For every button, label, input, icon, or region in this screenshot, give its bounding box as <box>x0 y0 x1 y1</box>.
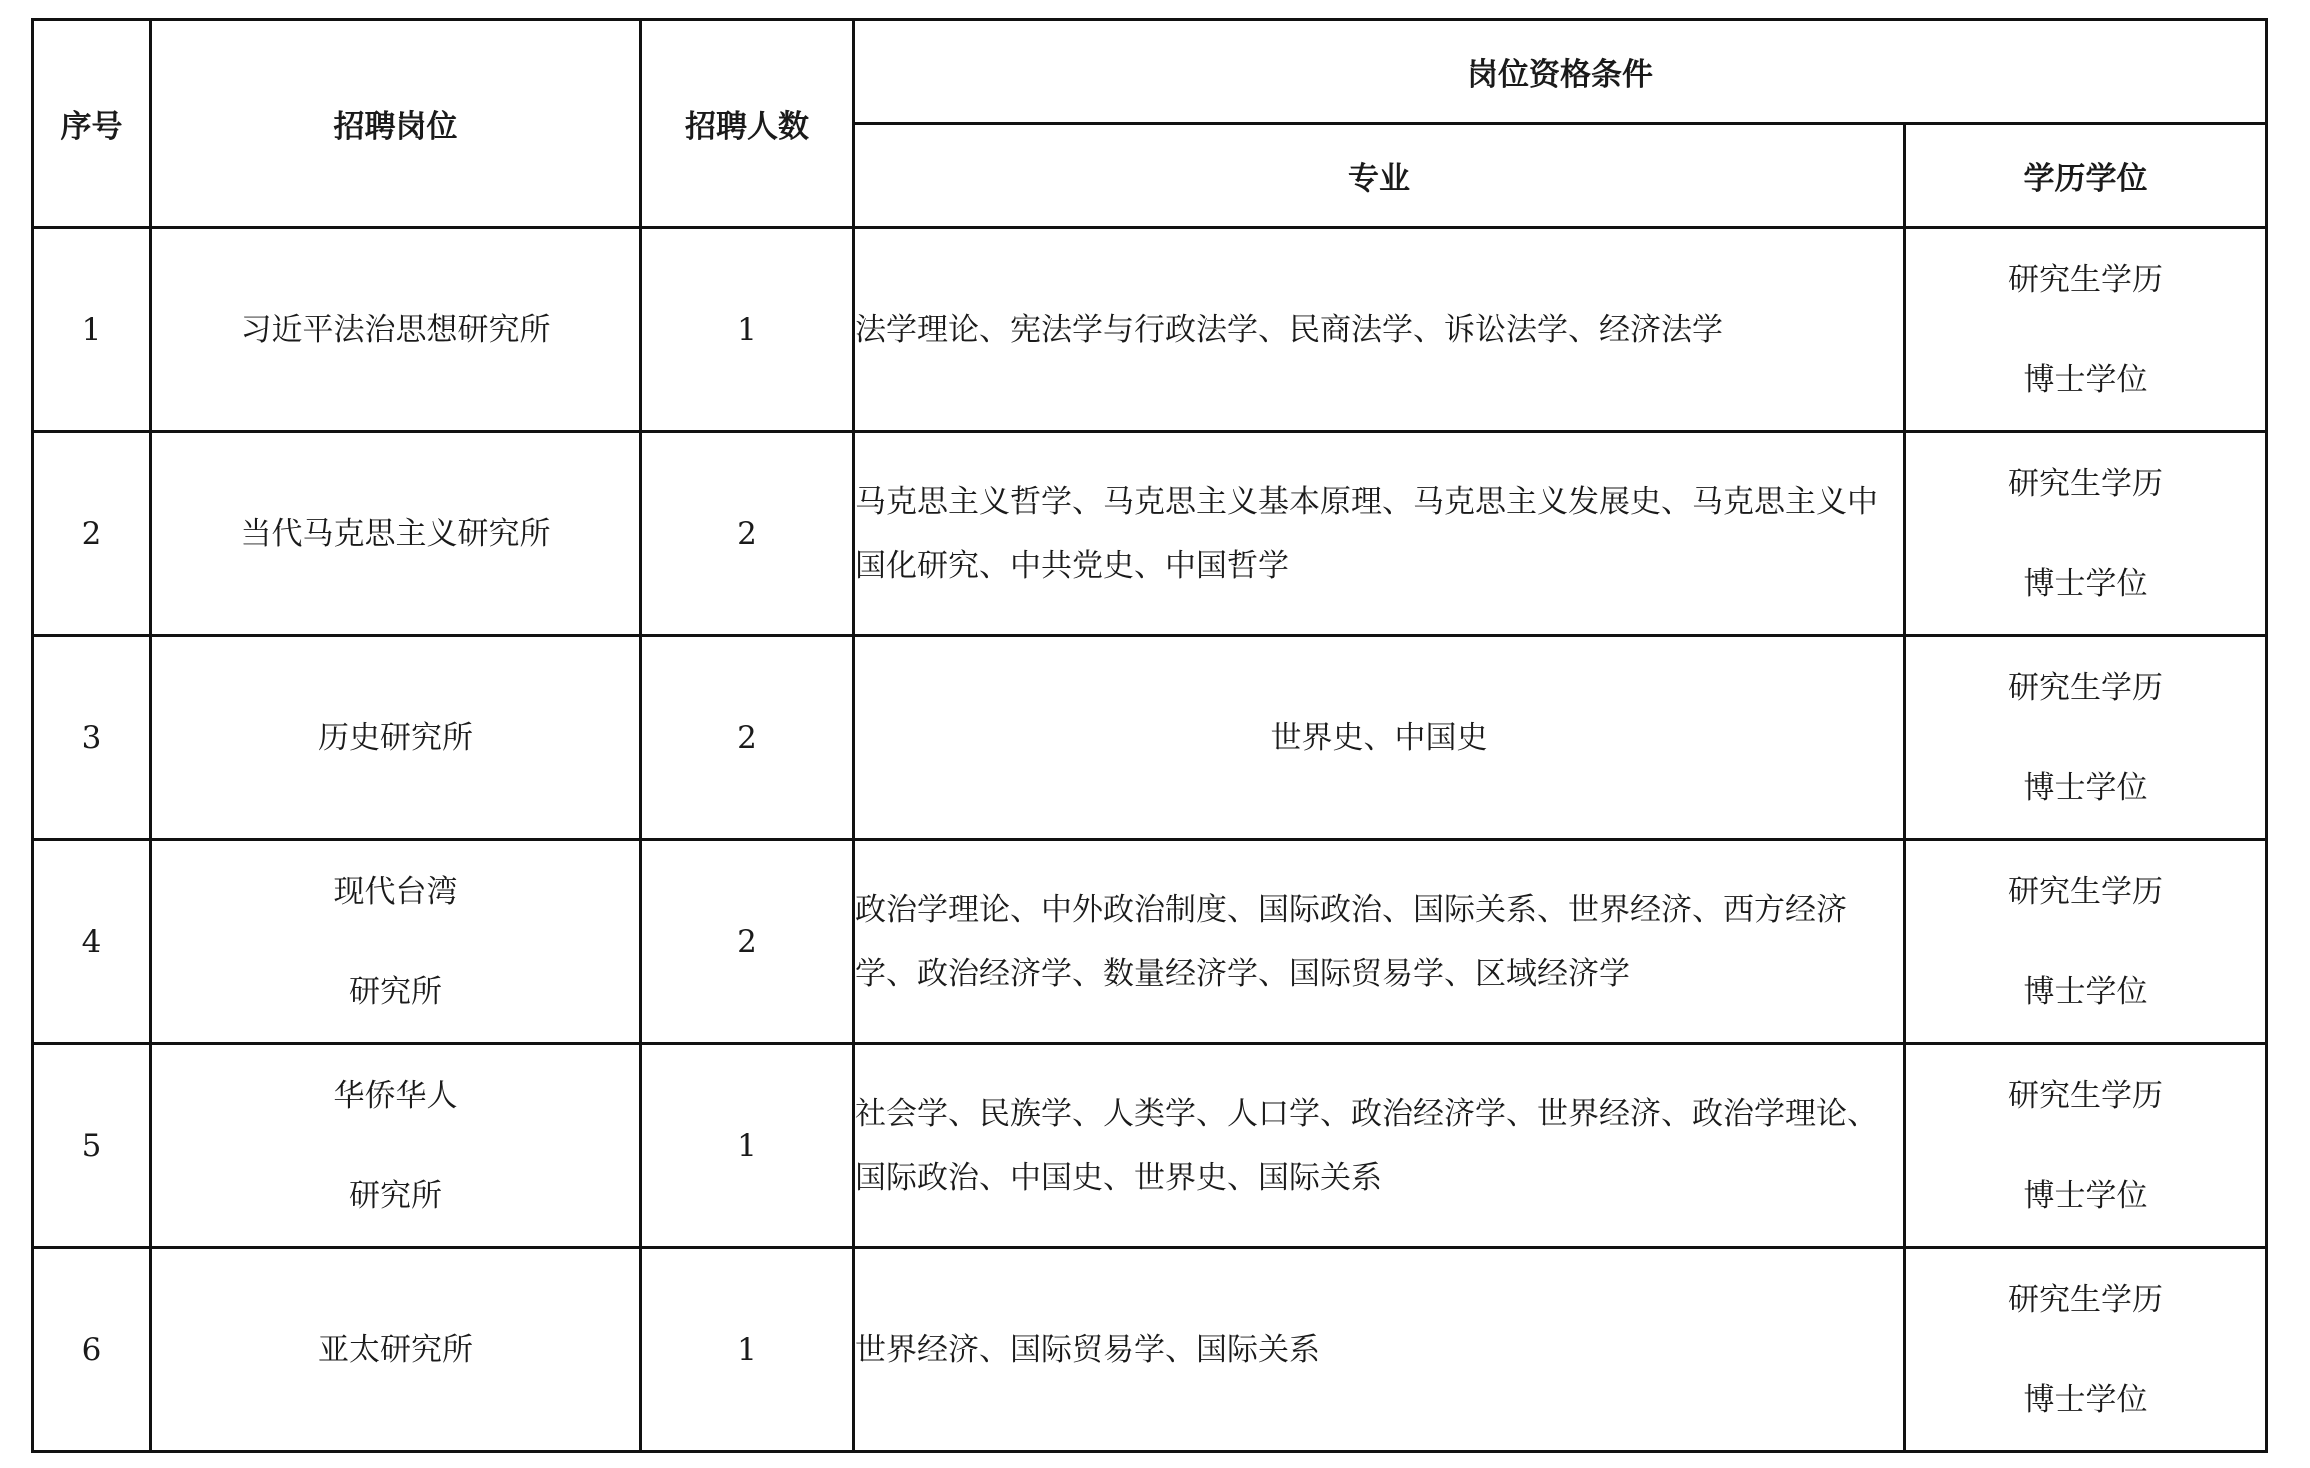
row-count: 2 <box>641 840 854 1044</box>
row-seq: 1 <box>33 228 151 432</box>
degree-text: 博士学位 <box>2023 1177 2148 1214</box>
degree-text: 博士学位 <box>2023 565 2148 602</box>
table-row <box>33 636 2267 840</box>
row-seq: 2 <box>33 432 151 636</box>
education-text: 研究生学历 <box>2008 1077 2163 1114</box>
degree-text: 博士学位 <box>2023 769 2148 806</box>
table-row <box>33 1248 2267 1452</box>
row-degree <box>1905 1044 2267 1248</box>
row-position <box>151 1044 641 1248</box>
header-seq: 序号 <box>33 20 151 228</box>
row-degree <box>1905 432 2267 636</box>
position-line: 研究所 <box>349 973 442 1010</box>
row-seq: 6 <box>33 1248 151 1452</box>
header-count: 招聘人数 <box>641 20 854 228</box>
position-line: 历史研究所 <box>318 719 473 756</box>
header-position: 招聘岗位 <box>151 20 641 228</box>
header-major: 专业 <box>854 124 1905 228</box>
position-line: 华侨华人 <box>333 1077 458 1114</box>
header-degree: 学历学位 <box>1905 124 2267 228</box>
row-count: 1 <box>641 228 854 432</box>
row-count: 2 <box>641 636 854 840</box>
position-line: 习近平法治思想研究所 <box>240 311 551 348</box>
row-degree <box>1905 636 2267 840</box>
row-major: 马克思主义哲学、马克思主义基本原理、马克思主义发展史、马克思主义中国化研究、中共党史、中国哲学 <box>854 432 1905 636</box>
table-row <box>33 228 2267 432</box>
row-seq: 4 <box>33 840 151 1044</box>
degree-text: 博士学位 <box>2023 361 2148 398</box>
degree-text: 博士学位 <box>2023 1381 2148 1418</box>
education-text: 研究生学历 <box>2008 669 2163 706</box>
row-major: 世界经济、国际贸易学、国际关系 <box>854 1248 1905 1452</box>
table-row <box>33 432 2267 636</box>
table-row <box>33 1044 2267 1248</box>
position-line: 亚太研究所 <box>318 1331 473 1368</box>
position-line: 研究所 <box>349 1177 442 1214</box>
row-seq: 3 <box>33 636 151 840</box>
row-count: 1 <box>641 1248 854 1452</box>
row-position <box>151 228 641 432</box>
degree-text: 博士学位 <box>2023 973 2148 1010</box>
education-text: 研究生学历 <box>2008 873 2163 910</box>
recruitment-table <box>31 18 2268 1453</box>
row-major: 政治学理论、中外政治制度、国际政治、国际关系、世界经济、西方经济学、政治经济学、数量经济学、国际贸易学、区域经济学 <box>854 840 1905 1044</box>
header-qualifications: 岗位资格条件 <box>854 20 2267 124</box>
row-degree <box>1905 228 2267 432</box>
position-line: 现代台湾 <box>333 873 458 910</box>
row-position <box>151 840 641 1044</box>
education-text: 研究生学历 <box>2008 261 2163 298</box>
header-row-top <box>33 20 2267 124</box>
row-degree <box>1905 840 2267 1044</box>
row-position <box>151 432 641 636</box>
education-text: 研究生学历 <box>2008 465 2163 502</box>
row-seq: 5 <box>33 1044 151 1248</box>
row-position <box>151 1248 641 1452</box>
row-count: 2 <box>641 432 854 636</box>
row-major: 社会学、民族学、人类学、人口学、政治经济学、世界经济、政治学理论、国际政治、中国史、世界史、国际关系 <box>854 1044 1905 1248</box>
education-text: 研究生学历 <box>2008 1281 2163 1318</box>
table-row <box>33 840 2267 1044</box>
row-count: 1 <box>641 1044 854 1248</box>
row-major: 世界史、中国史 <box>854 636 1905 840</box>
row-degree <box>1905 1248 2267 1452</box>
row-position <box>151 636 641 840</box>
position-line: 当代马克思主义研究所 <box>240 515 551 552</box>
row-major: 法学理论、宪法学与行政法学、民商法学、诉讼法学、经济法学 <box>854 228 1905 432</box>
